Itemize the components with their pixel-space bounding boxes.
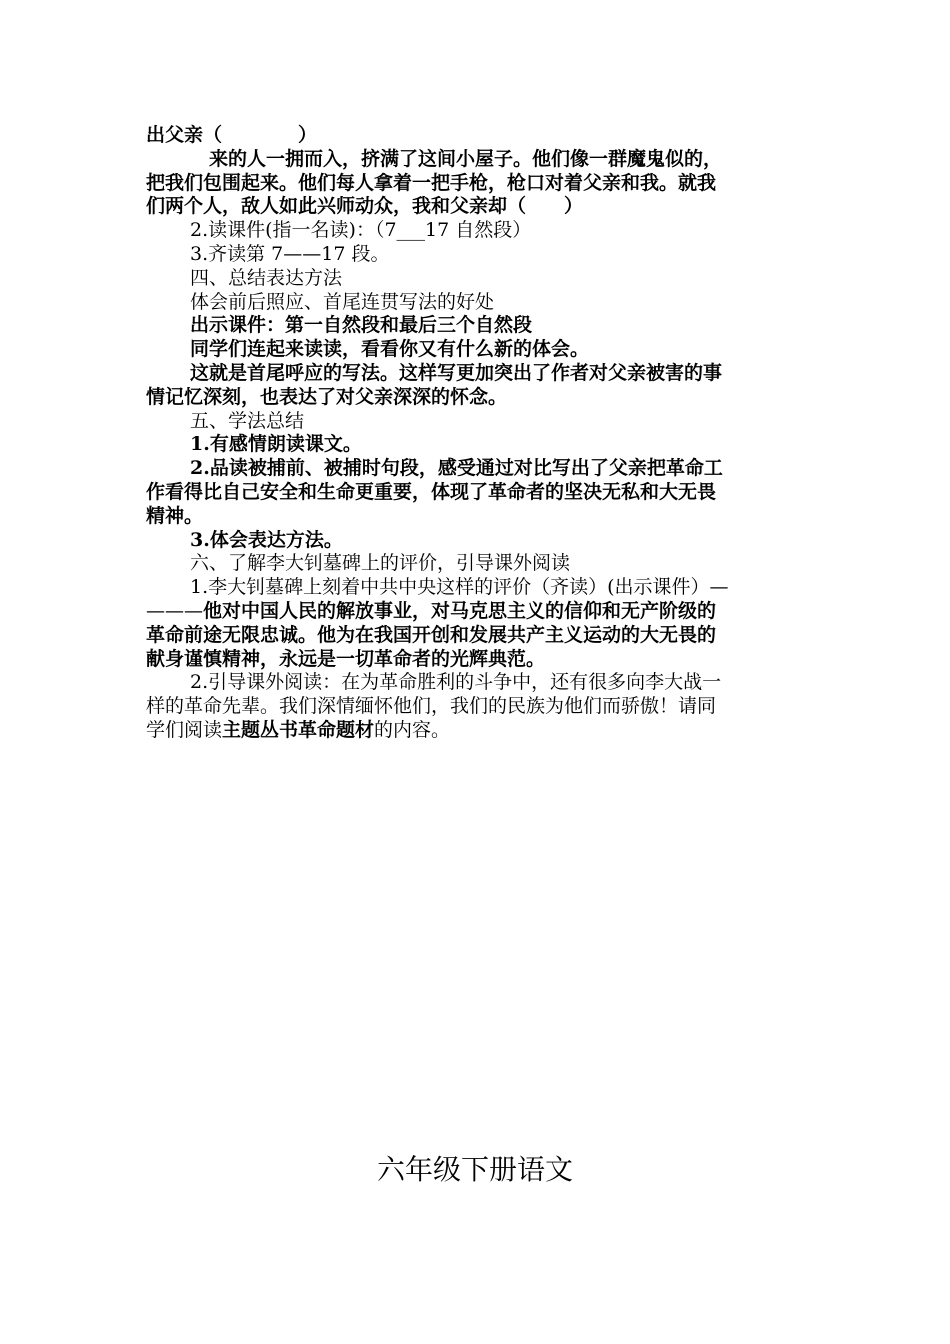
- text-span: ———: [146, 599, 203, 622]
- text-line: 3.齐读第 7——17 段。: [190, 242, 390, 265]
- text-line: 们两个人，敌人如此兴师动众，我和父亲却（ ）: [146, 195, 584, 218]
- text-line: 精神。: [146, 504, 204, 527]
- text-line: 献身谨慎精神，永远是一切革命者的光辉典范。: [146, 647, 546, 670]
- section-heading: 四、总结表达方法: [190, 266, 343, 289]
- text-line: 情记忆深刻，也表达了对父亲深深的怀念。: [146, 385, 508, 408]
- text-line: 2.引导课外阅读：在为革命胜利的斗争中，还有很多向李大战一: [190, 671, 722, 694]
- text-line: 2.读课件(指一名读)：（7___17 自然段）: [190, 219, 532, 242]
- text-line: 2.品读被捕前、被捕时句段，感受通过对比写出了父亲把革命工: [190, 457, 723, 480]
- text-span: 他对中国人民的解放事业，对马克思主义的信仰和无产阶级的: [203, 599, 717, 622]
- text-line: [146, 600, 810, 624]
- section-heading: 六、了解李大钊墓碑上的评价，引导课外阅读: [190, 552, 571, 575]
- text-span: 学们阅读: [146, 718, 223, 741]
- text-line: 3.体会表达方法。: [190, 528, 343, 551]
- page-footer-title: 六年级下册语文: [376, 1153, 573, 1186]
- text-line: [146, 719, 810, 743]
- text-line: 样的革命先辈。我们深情缅怀他们，我们的民族为他们而骄傲！请同: [146, 695, 717, 718]
- text-line: 作看得比自己安全和生命更重要，体现了革命者的坚决无私和大无畏: [146, 480, 717, 503]
- text-line: 1.有感情朗读课文。: [190, 433, 362, 456]
- text-line: 把我们包围起来。他们每人拿着一把手枪，枪口对着父亲和我。就我: [146, 171, 717, 194]
- text-span: 的内容。: [374, 718, 451, 741]
- text-line: 出示课件：第一自然段和最后三个自然段: [190, 314, 533, 337]
- text-line: 1.李大钊墓碑上刻着中共中央这样的评价（齐读）(出示课件）—: [190, 576, 729, 599]
- text-line: 这就是首尾呼应的写法。这样写更加突出了作者对父亲被害的事: [190, 361, 723, 384]
- text-line: 来的人一拥而入，挤满了这间小屋子。他们像一群魔鬼似的，: [209, 147, 723, 170]
- lesson-body-text: [146, 124, 810, 743]
- text-line: 体会前后照应、首尾连贯写法的好处: [190, 290, 495, 313]
- section-heading: 五、学法总结: [190, 409, 305, 432]
- text-line: 出父亲（ ）: [146, 124, 318, 146]
- text-span: 主题丛书革命题材: [222, 718, 375, 741]
- text-line: 同学们连起来读读，看看你又有什么新的体会。: [190, 338, 590, 361]
- text-line: 革命前途无限忠诚。他为在我国开创和发展共产主义运动的大无畏的: [146, 623, 717, 646]
